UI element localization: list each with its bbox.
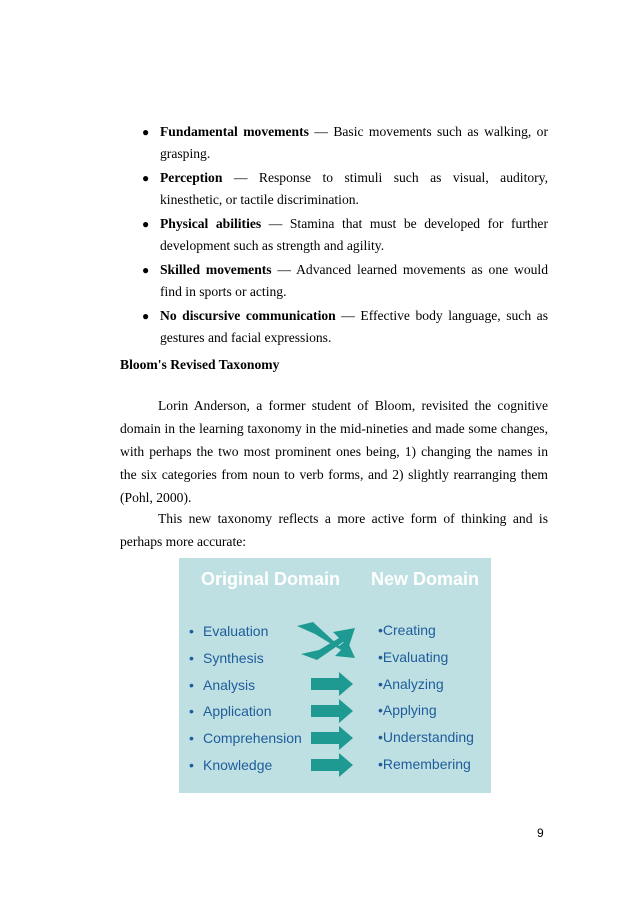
bullet-icon: • (189, 676, 194, 693)
list-item: •Analyzing (378, 675, 444, 692)
bullet-description: — Effective body language, such as gestures and facial expressions. (160, 308, 548, 345)
page-number: 9 (537, 826, 544, 840)
bullet-icon: • (189, 649, 194, 666)
bullet-icon: ● (142, 263, 150, 277)
list-item (140, 167, 548, 211)
list-item: •Evaluating (378, 648, 449, 665)
body-paragraph: Lorin Anderson, a former student of Bloom, revisited the cognitive domain in the learning taxonomy in the mid-nineties and made some changes, with perhaps the two most prominent ones being, 1) changing the names in the six categories from noun to verb forms, and 2) slightly rearranging them (Pohl, 2000). (120, 398, 548, 505)
new-domain-list (378, 622, 474, 783)
original-item-label: Application (203, 703, 272, 720)
bullet-icon: • (189, 730, 194, 747)
bullet-description: — Basic movements such as walking, or grasping. (160, 124, 549, 161)
bullet-icon: • (189, 756, 194, 773)
list-item (140, 121, 548, 165)
arrow-knowledge-to-remembering-icon (311, 753, 353, 777)
original-item-label: Analysis (203, 676, 256, 693)
bullet-description: — Response to stimuli such as visual, auditory, kinesthetic, or tactile discrimination. (160, 170, 548, 207)
arrow-analysis-to-analyzing-icon (311, 672, 353, 696)
list-item (140, 213, 548, 257)
taxonomy-figure (179, 558, 491, 793)
arrow-application-to-applying-icon (311, 699, 353, 723)
bullet-icon: ● (142, 125, 150, 139)
bullet-description: — Stamina that must be developed for further development such as strength and agility. (160, 216, 548, 253)
section-heading: Bloom's Revised Taxonomy (120, 357, 280, 372)
bullet-term: Physical abilities (160, 216, 262, 231)
list-item: •Remembering (378, 755, 471, 772)
list-item: •Creating (378, 622, 436, 638)
bullet-term: Perception (160, 170, 223, 185)
bullet-icon: ● (142, 217, 150, 231)
original-item-label: Knowledge (203, 756, 273, 773)
new-domain-title: New Domain (371, 569, 480, 589)
body-paragraph: This new taxonomy reflects a more active form of thinking and is perhaps more accurate: (120, 511, 548, 549)
psychomotor-bullet-list (140, 121, 548, 351)
original-item-label: Synthesis (203, 649, 264, 666)
original-item-label: Evaluation (203, 623, 269, 639)
list-item (140, 305, 548, 349)
bullet-description: — Advanced learned movements as one would find in sports or acting. (160, 262, 548, 299)
bullet-term: Fundamental movements (160, 124, 309, 139)
bullet-icon: ● (142, 309, 150, 323)
bullet-icon: • (189, 623, 194, 639)
bullet-term: No discursive communication (160, 308, 336, 323)
original-domain-title: Original Domain (201, 569, 341, 589)
arrow-comprehension-to-understanding-icon (311, 726, 353, 750)
list-item (140, 259, 548, 303)
bullet-icon: ● (142, 171, 150, 185)
bullet-term: Skilled movements (160, 262, 272, 277)
bullet-icon: • (189, 703, 194, 720)
list-item: •Applying (378, 702, 437, 719)
list-item: •Understanding (378, 729, 474, 746)
original-item-label: Comprehension (203, 730, 302, 747)
